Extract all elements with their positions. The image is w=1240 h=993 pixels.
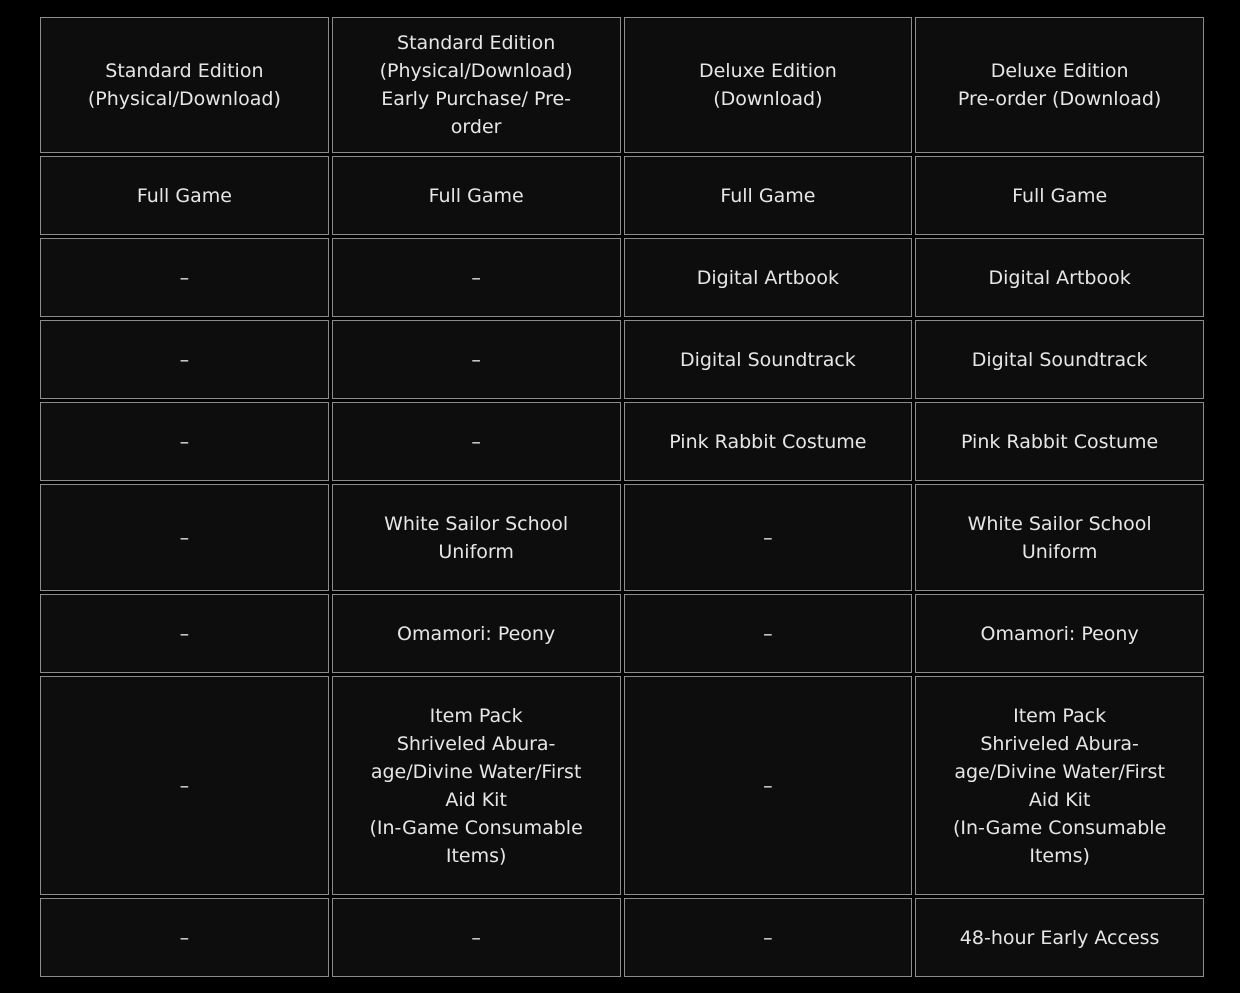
table-cell: – bbox=[40, 238, 329, 317]
table-row bbox=[40, 156, 1204, 235]
table-cell: – bbox=[624, 676, 913, 895]
table-cell: – bbox=[332, 402, 621, 481]
table-cell: – bbox=[40, 594, 329, 673]
table-cell: Pink Rabbit Costume bbox=[915, 402, 1204, 481]
table-cell: White Sailor School Uniform bbox=[332, 484, 621, 591]
table-cell: Digital Soundtrack bbox=[915, 320, 1204, 399]
table-row bbox=[40, 402, 1204, 481]
table-header-row bbox=[40, 17, 1204, 153]
table-cell: Digital Artbook bbox=[915, 238, 1204, 317]
column-header-deluxe-preorder: Deluxe Edition Pre-order (Download) bbox=[915, 17, 1204, 153]
edition-comparison-table-wrapper bbox=[40, 17, 1204, 977]
table-cell: Item Pack Shriveled Abura- age/Divine Water/First Aid Kit (In-Game Consumable Items) bbox=[915, 676, 1204, 895]
table-cell: Digital Artbook bbox=[624, 238, 913, 317]
column-header-deluxe: Deluxe Edition (Download) bbox=[624, 17, 913, 153]
table-cell: Full Game bbox=[624, 156, 913, 235]
table-cell: – bbox=[40, 898, 329, 977]
table-cell: Pink Rabbit Costume bbox=[624, 402, 913, 481]
table-cell: White Sailor School Uniform bbox=[915, 484, 1204, 591]
column-header-standard-preorder: Standard Edition (Physical/Download) Early Purchase/ Pre-order bbox=[332, 17, 621, 153]
table-cell: – bbox=[332, 320, 621, 399]
table-row bbox=[40, 898, 1204, 977]
table-cell: – bbox=[332, 898, 621, 977]
table-row bbox=[40, 320, 1204, 399]
table-row bbox=[40, 676, 1204, 895]
table-cell: Full Game bbox=[332, 156, 621, 235]
table-cell: Omamori: Peony bbox=[915, 594, 1204, 673]
table-cell: Omamori: Peony bbox=[332, 594, 621, 673]
table-cell: Item Pack Shriveled Abura- age/Divine Water/First Aid Kit (In-Game Consumable Items) bbox=[332, 676, 621, 895]
table-row bbox=[40, 594, 1204, 673]
table-cell: – bbox=[40, 402, 329, 481]
table-cell: – bbox=[40, 484, 329, 591]
table-row bbox=[40, 238, 1204, 317]
table-cell: – bbox=[624, 898, 913, 977]
table-cell: – bbox=[40, 320, 329, 399]
edition-comparison-table bbox=[37, 14, 1207, 980]
column-header-standard: Standard Edition (Physical/Download) bbox=[40, 17, 329, 153]
table-cell: 48-hour Early Access bbox=[915, 898, 1204, 977]
table-cell: – bbox=[624, 484, 913, 591]
table-cell: – bbox=[624, 594, 913, 673]
table-row bbox=[40, 484, 1204, 591]
table-cell: – bbox=[332, 238, 621, 317]
table-cell: Digital Soundtrack bbox=[624, 320, 913, 399]
table-cell: Full Game bbox=[40, 156, 329, 235]
table-cell: Full Game bbox=[915, 156, 1204, 235]
table-cell: – bbox=[40, 676, 329, 895]
